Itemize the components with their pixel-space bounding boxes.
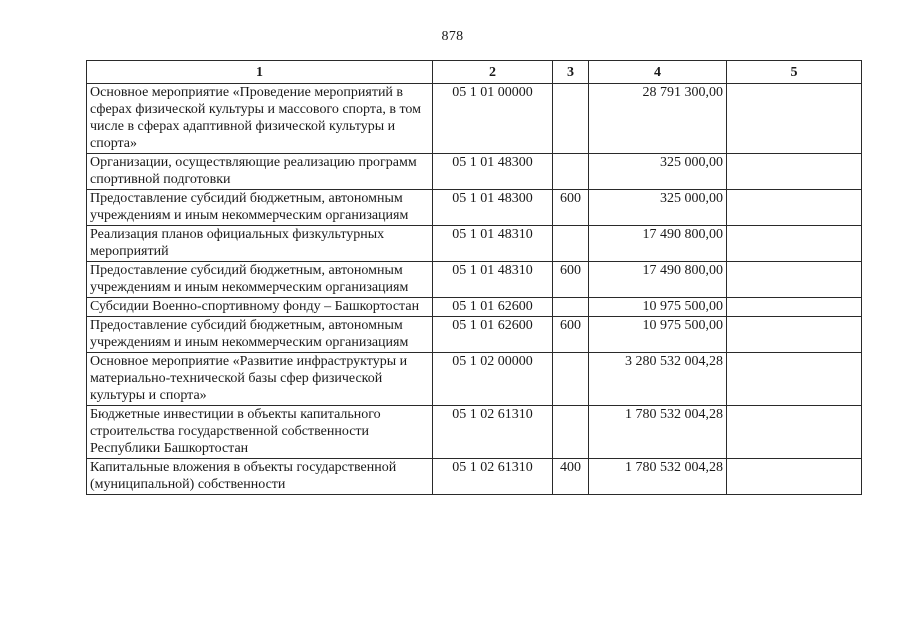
table-row (87, 459, 862, 495)
table-row (87, 226, 862, 262)
row-code-cell: 05 1 02 00000 (433, 353, 553, 406)
table-header (87, 61, 862, 84)
row-amount-cell: 17 490 800,00 (589, 226, 727, 262)
row-column-5-cell (727, 406, 862, 459)
row-column-5-cell (727, 262, 862, 298)
row-amount-cell: 325 000,00 (589, 154, 727, 190)
row-amount-cell: 28 791 300,00 (589, 84, 727, 154)
table-row (87, 298, 862, 317)
row-type-cell (553, 154, 589, 190)
column-header-2: 2 (433, 61, 553, 84)
row-column-5-cell (727, 317, 862, 353)
row-type-cell: 600 (553, 317, 589, 353)
row-amount-cell: 1 780 532 004,28 (589, 406, 727, 459)
row-type-cell (553, 298, 589, 317)
row-code-cell: 05 1 01 48300 (433, 190, 553, 226)
row-amount-cell: 10 975 500,00 (589, 298, 727, 317)
row-column-5-cell (727, 190, 862, 226)
column-header-3: 3 (553, 61, 589, 84)
table-row (87, 154, 862, 190)
table-body (87, 84, 862, 495)
header-row (87, 61, 862, 84)
row-column-5-cell (727, 459, 862, 495)
row-amount-cell: 325 000,00 (589, 190, 727, 226)
row-code-cell: 05 1 01 48300 (433, 154, 553, 190)
row-name-cell: Предоставление субсидий бюджетным, автономным учреждениям и иным некоммерческим организациям (87, 317, 433, 353)
table-row (87, 317, 862, 353)
table-row (87, 406, 862, 459)
row-code-cell: 05 1 01 48310 (433, 226, 553, 262)
row-type-cell: 400 (553, 459, 589, 495)
row-type-cell (553, 226, 589, 262)
row-column-5-cell (727, 84, 862, 154)
row-code-cell: 05 1 02 61310 (433, 459, 553, 495)
row-column-5-cell (727, 353, 862, 406)
row-name-cell: Реализация планов официальных физкультурных мероприятий (87, 226, 433, 262)
row-type-cell (553, 84, 589, 154)
column-header-1: 1 (87, 61, 433, 84)
row-amount-cell: 3 280 532 004,28 (589, 353, 727, 406)
row-name-cell: Основное мероприятие «Развитие инфраструктуры и материально-технической базы сфер физической культуры и спорта» (87, 353, 433, 406)
table-row (87, 84, 862, 154)
table-row (87, 353, 862, 406)
table-row (87, 262, 862, 298)
column-header-4: 4 (589, 61, 727, 84)
row-type-cell (553, 406, 589, 459)
row-name-cell: Предоставление субсидий бюджетным, автономным учреждениям и иным некоммерческим организациям (87, 190, 433, 226)
row-code-cell: 05 1 01 62600 (433, 317, 553, 353)
row-type-cell: 600 (553, 262, 589, 298)
row-type-cell: 600 (553, 190, 589, 226)
row-code-cell: 05 1 02 61310 (433, 406, 553, 459)
page-number: 878 (441, 29, 464, 44)
row-amount-cell: 10 975 500,00 (589, 317, 727, 353)
row-name-cell: Субсидии Военно-спортивному фонду – Башкортостан (87, 298, 433, 317)
row-amount-cell: 17 490 800,00 (589, 262, 727, 298)
column-header-5: 5 (727, 61, 862, 84)
budget-table (86, 60, 862, 495)
row-name-cell: Капитальные вложения в объекты государственной (муниципальной) собственности (87, 459, 433, 495)
row-column-5-cell (727, 154, 862, 190)
row-name-cell: Предоставление субсидий бюджетным, автономным учреждениям и иным некоммерческим организациям (87, 262, 433, 298)
row-code-cell: 05 1 01 62600 (433, 298, 553, 317)
row-type-cell (553, 353, 589, 406)
row-code-cell: 05 1 01 00000 (433, 84, 553, 154)
row-name-cell: Основное мероприятие «Проведение мероприятий в сферах физической культуры и массового спорта, в том числе в сферах адаптивной физической культуры и спорта» (87, 84, 433, 154)
row-amount-cell: 1 780 532 004,28 (589, 459, 727, 495)
row-column-5-cell (727, 298, 862, 317)
row-name-cell: Организации, осуществляющие реализацию программ спортивной подготовки (87, 154, 433, 190)
row-code-cell: 05 1 01 48310 (433, 262, 553, 298)
row-column-5-cell (727, 226, 862, 262)
table-row (87, 190, 862, 226)
row-name-cell: Бюджетные инвестиции в объекты капитального строительства государственной собственности Республики Башкортостан (87, 406, 433, 459)
